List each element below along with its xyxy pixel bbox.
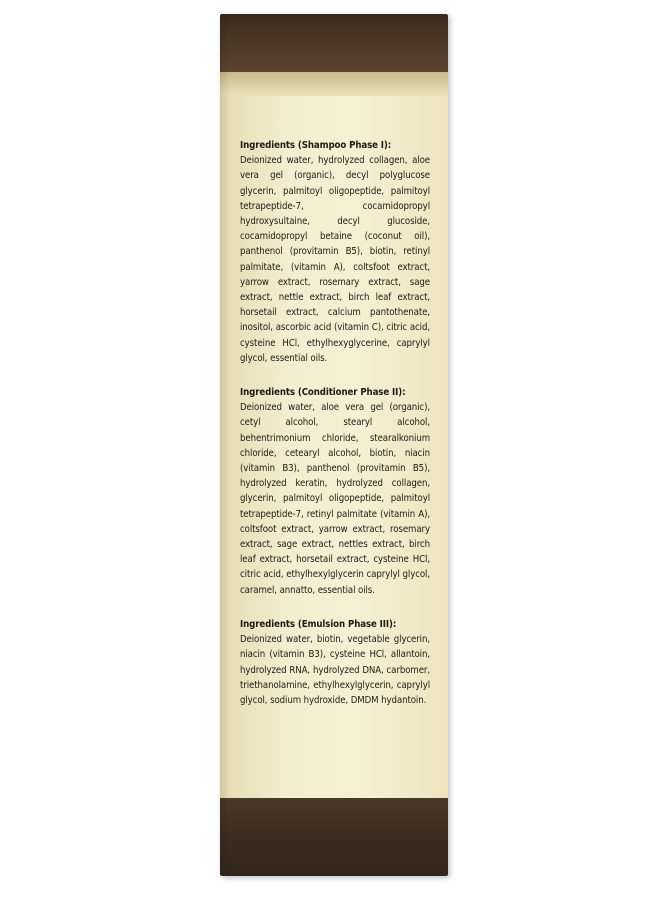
box-top-dark-band <box>220 14 448 74</box>
conditioner-ingredients <box>240 385 430 598</box>
section-title: Ingredients (Shampoo Phase I): <box>240 140 392 151</box>
emulsion-ingredients <box>240 617 430 708</box>
box-edge-shadow <box>220 14 230 876</box>
shampoo-ingredients <box>240 138 430 366</box>
section-title: Ingredients (Emulsion Phase III): <box>240 618 397 630</box>
section-title: Ingredients (Conditioner Phase II): <box>240 387 406 399</box>
section-text: Deionized water, biotin, vegetable glycerin, niacin (vitamin B3), cysteine HCl, allantoin, hydrolyzed RNA, hydrolyzed DNA, carbomer, triethanolamine, ethylhexylglycerin, caprylyl glycol, sodium hydroxide, DMDM hydantoin. <box>240 634 430 706</box>
ingredients-label <box>240 138 430 727</box>
section-text: Deionized water, hydrolyzed collagen, aloe vera gel (organic), decyl polyglucose glycerin, palmitoyl oligopeptide, palmitoyl tetrapeptide-7, cocamidopropyl hydroxysultaine, decyl glucoside, cocamidopropyl betaine (coconut oil), panthenol (provitamin B5), biotin, retinyl palmitate, (vitamin A), coltsfoot extract, yarrow extract, rosemary extract, sage extract, nettle extract, birch leaf extract, horsetail extract, calcium pantothenate, inositol, ascorbic acid (vitamin C), citric acid, cysteine HCl, ethylhexyglycerine, caprylyl glycol, essential oils. <box>240 155 430 364</box>
product-box-side <box>220 14 448 876</box>
box-bottom-dark-band <box>220 798 448 876</box>
section-text: Deionized water, aloe vera gel (organic), cetyl alcohol, stearyl alcohol, behentrimonium chloride, stearalkonium chloride, cetearyl alcohol, biotin, niacin (vitamin B3), panthenol (provitamin B5), hydrolyzed keratin, hydrolyzed collagen, glycerin, palmitoyl oligopeptide, palmitoyl tetrapeptide-7, retinyl palmitate (vitamin A), coltsfoot extract, yarrow extract, rosemary extract, sage extract, nettles extract, birch leaf extract, horsetail extract, cysteine HCl, citric acid, ethylhexylglycerin caprylyl glycol, caramel, annatto, essential oils. <box>240 402 430 596</box>
